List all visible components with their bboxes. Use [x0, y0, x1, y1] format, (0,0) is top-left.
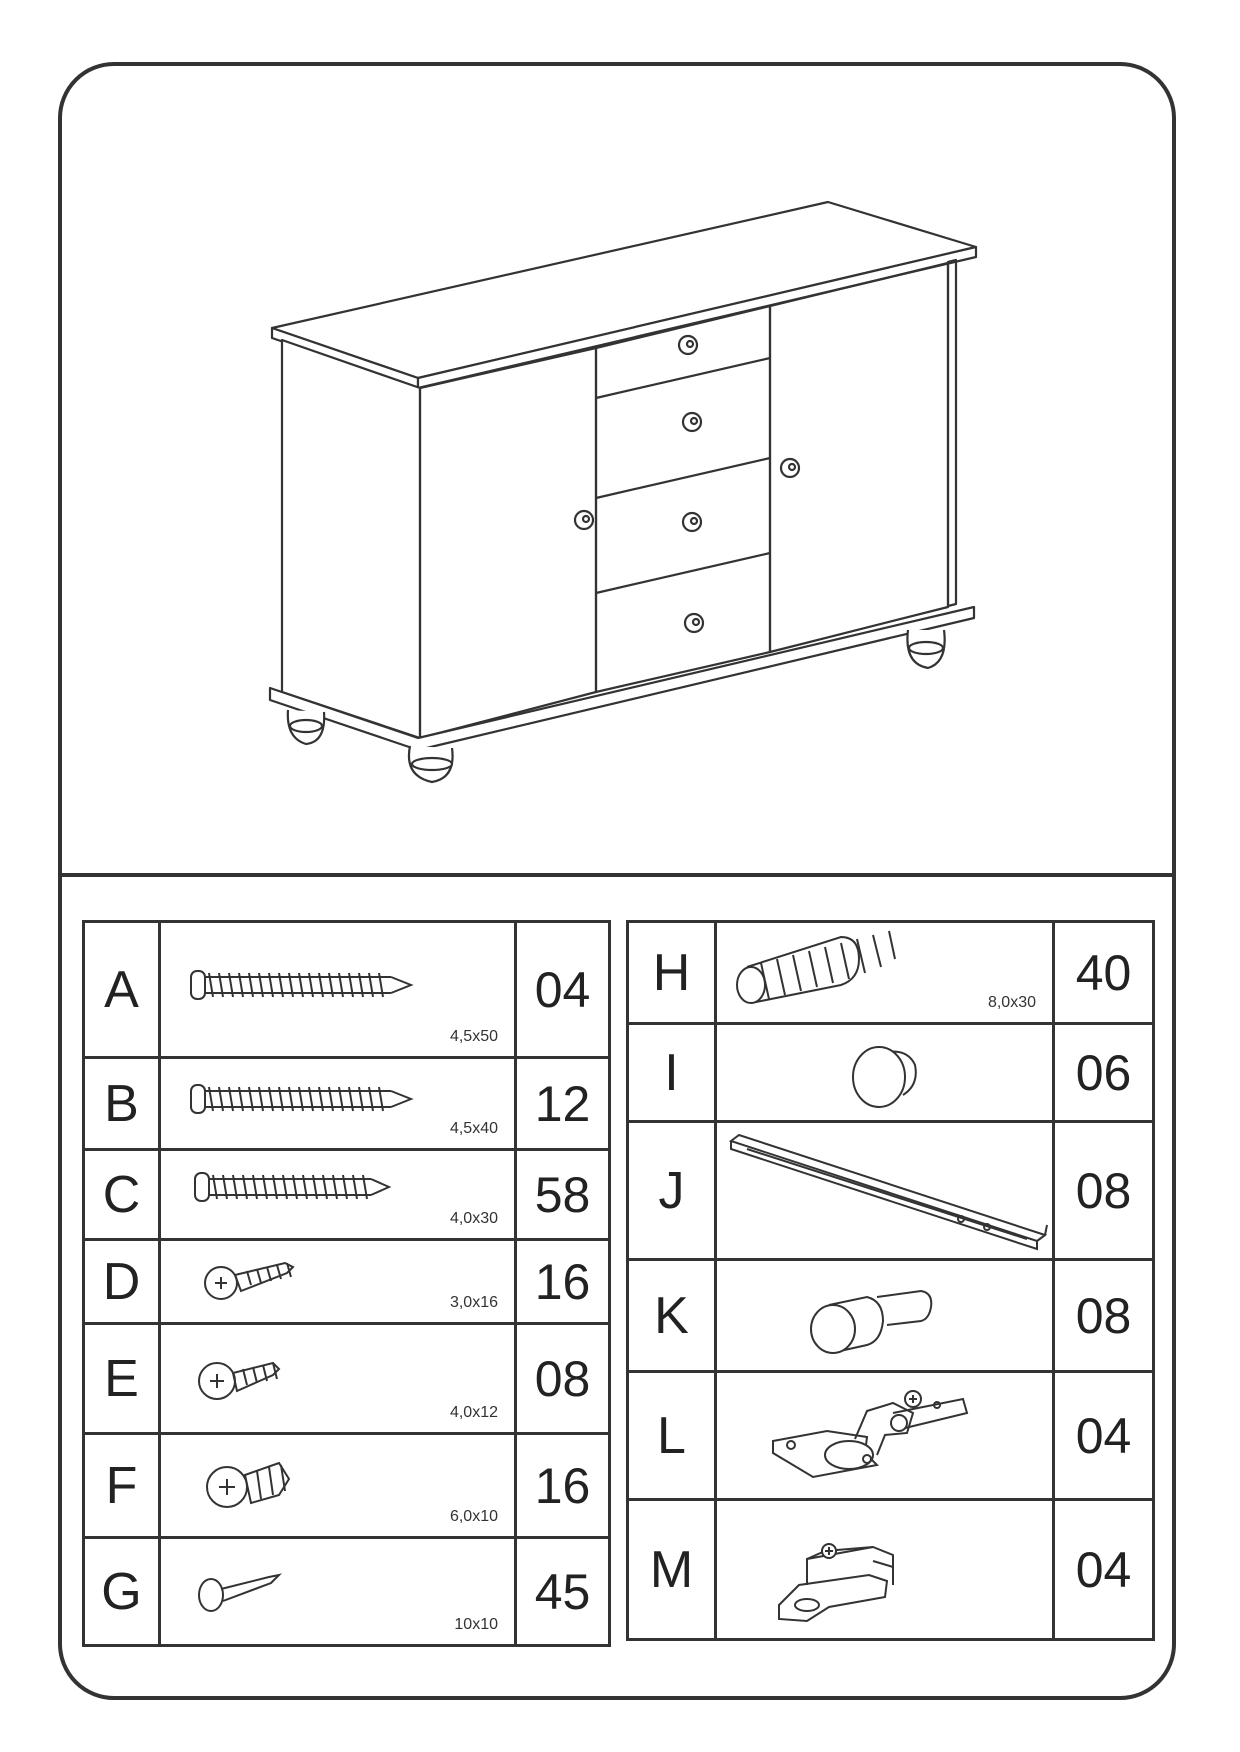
part-quantity: 08	[1054, 1260, 1154, 1372]
part-size: 10x10	[454, 1616, 498, 1633]
part-letter: K	[628, 1260, 716, 1372]
part-letter: G	[84, 1538, 160, 1646]
part-letter: E	[84, 1324, 160, 1434]
knob-icon	[717, 1025, 1054, 1122]
part-picture	[160, 1324, 516, 1434]
parts-table-left	[82, 920, 611, 1647]
part-letter: J	[628, 1122, 716, 1260]
part-picture	[716, 1372, 1054, 1500]
part-letter: I	[628, 1024, 716, 1122]
table-row	[84, 1324, 610, 1434]
part-quantity: 08	[516, 1324, 610, 1434]
part-letter: A	[84, 922, 160, 1058]
part-letter: C	[84, 1150, 160, 1240]
table-row	[628, 922, 1154, 1024]
part-size: 3,0x16	[449, 1294, 498, 1311]
part-letter: B	[84, 1058, 160, 1150]
table-row	[84, 1538, 610, 1646]
part-letter: L	[628, 1372, 716, 1500]
part-size: 8,0x30	[987, 994, 1036, 1011]
table-row	[628, 1122, 1154, 1260]
part-picture	[716, 1500, 1054, 1640]
table-row	[84, 1434, 610, 1538]
table-row	[628, 1372, 1154, 1500]
part-picture	[716, 1024, 1054, 1122]
table-row	[628, 1500, 1154, 1640]
part-size: 4,0x30	[449, 1210, 498, 1227]
part-quantity: 04	[516, 922, 610, 1058]
hinge-icon	[717, 1373, 1054, 1500]
part-quantity: 04	[1054, 1372, 1154, 1500]
drawer-runner-icon	[717, 1123, 1054, 1260]
table-row	[84, 922, 610, 1058]
part-picture	[160, 1240, 516, 1324]
part-picture	[160, 1434, 516, 1538]
part-quantity: 04	[1054, 1500, 1154, 1640]
table-row	[84, 1150, 610, 1240]
part-picture	[160, 922, 516, 1058]
part-quantity: 06	[1054, 1024, 1154, 1122]
part-size: 6,0x10	[449, 1508, 498, 1525]
shelf-pin-icon	[717, 1261, 1054, 1372]
part-letter: H	[628, 922, 716, 1024]
part-picture	[160, 1150, 516, 1240]
part-picture	[160, 1058, 516, 1150]
part-quantity: 45	[516, 1538, 610, 1646]
part-size: 4,5x50	[449, 1028, 498, 1045]
part-quantity: 58	[516, 1150, 610, 1240]
part-quantity: 12	[516, 1058, 610, 1150]
part-picture	[160, 1538, 516, 1646]
part-letter: F	[84, 1434, 160, 1538]
part-size: 4,5x40	[449, 1120, 498, 1137]
table-row	[84, 1240, 610, 1324]
table-row	[628, 1260, 1154, 1372]
part-picture	[716, 1260, 1054, 1372]
part-quantity: 16	[516, 1434, 610, 1538]
part-picture	[716, 922, 1054, 1024]
table-row	[628, 1024, 1154, 1122]
parts-table-right	[626, 920, 1155, 1641]
part-letter: M	[628, 1500, 716, 1640]
mounting-plate-icon	[717, 1501, 1054, 1640]
table-row	[84, 1058, 610, 1150]
part-letter: D	[84, 1240, 160, 1324]
part-quantity: 40	[1054, 922, 1154, 1024]
part-quantity: 08	[1054, 1122, 1154, 1260]
section-divider	[62, 873, 1172, 877]
part-size: 4,0x12	[449, 1404, 498, 1421]
part-picture	[716, 1122, 1054, 1260]
part-quantity: 16	[516, 1240, 610, 1324]
